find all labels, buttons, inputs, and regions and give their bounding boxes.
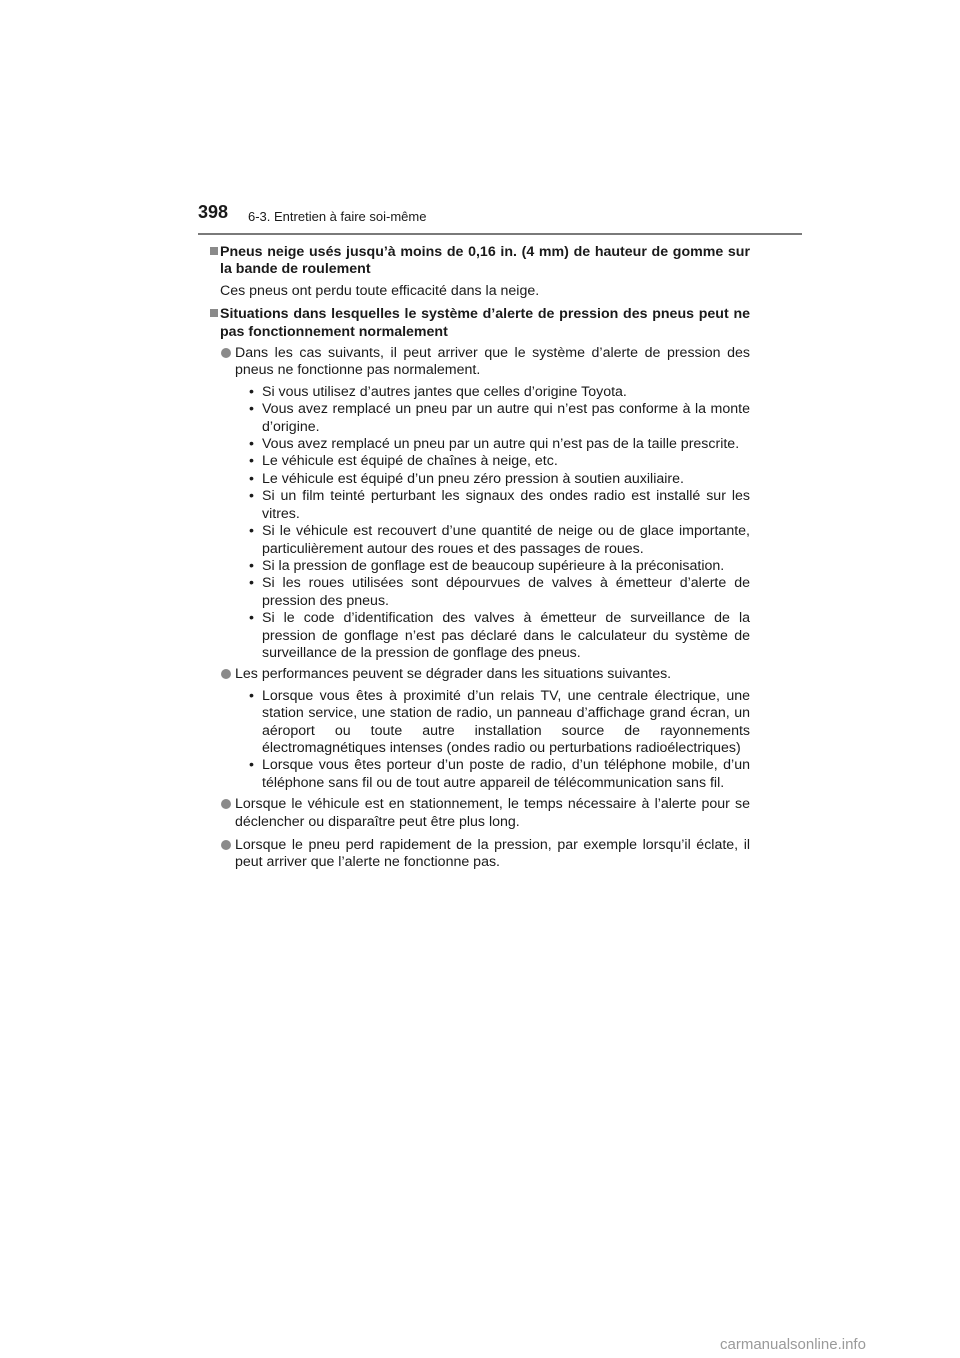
point-text: Lorsque le véhicule est en stationnement, le temps nécessaire à l’alerte pour se déclencher ou disparaître peut être plus long.: [235, 796, 750, 830]
section-body: Ces pneus ont perdu toute efficacité dans la neige.: [220, 282, 540, 299]
list-item: • Vous avez remplacé un pneu par un autre qui n’est pas conforme à la monte d’origine.: [249, 401, 750, 436]
list-item: • Si la pression de gonflage est de beaucoup supérieure à la préconisation.: [249, 558, 750, 575]
circle-bullet-icon: [221, 799, 231, 809]
page-number: 398: [198, 202, 229, 222]
circle-bullet-icon: [221, 348, 231, 358]
section-title: Situations dans lesquelles le système d’alerte de pression des pneus peut ne pas fonctionnement normalement: [220, 306, 750, 340]
point-text: Les performances peuvent se dégrader dans les situations suivantes.: [235, 666, 672, 683]
list-item: • Si un film teinté perturbant les signaux des ondes radio est installé sur les vitres.: [249, 488, 750, 523]
list-item: • Lorsque vous êtes porteur d’un poste de radio, d’un téléphone mobile, d’un téléphone sans fil ou de tout autre appareil de télécommunication sans fil.: [249, 757, 750, 792]
list-item: • Si vous utilisez d’autres jantes que celles d’origine Toyota.: [249, 384, 750, 401]
list-item: [221, 796, 750, 831]
section-title: Pneus neige usés jusqu’à moins de 0,16 in. (4 mm) de hauteur de gomme sur la bande de roulement: [220, 244, 750, 278]
page-header: [198, 200, 802, 236]
square-bullet-icon: [210, 247, 218, 255]
section-snow-tires: [210, 244, 750, 300]
list-item: [221, 345, 750, 380]
list-item: • Le véhicule est équipé d’un pneu zéro pression à soutien auxiliaire.: [249, 471, 750, 488]
square-bullet-icon: [210, 309, 218, 317]
chapter-title: 6-3. Entretien à faire soi-même: [248, 209, 427, 224]
list-item: • Le véhicule est équipé de chaînes à neige, etc.: [249, 453, 750, 470]
point-text: Dans les cas suivants, il peut arriver que le système d’alerte de pression des pneus ne fonctionne pas normalement.: [235, 345, 750, 379]
list-item: • Si le véhicule est recouvert d’une quantité de neige ou de glace importante, particulièrement autour des roues et des passages de roues.: [249, 523, 750, 558]
list-item: • Si le code d’identification des valves à émetteur de surveillance de la pression de gonflage n’est pas déclaré dans le calculateur du système de surveillance de la pression de gonflage des pneus.: [249, 610, 750, 662]
section-tpws-situations: [210, 306, 750, 872]
sub-list: [220, 384, 750, 663]
list-item: [221, 666, 750, 683]
page-content: [210, 244, 750, 872]
list-item: • Vous avez remplacé un pneu par un autre qui n’est pas de la taille prescrite.: [249, 436, 750, 453]
list-item: [221, 837, 750, 872]
point-text: Lorsque le pneu perd rapidement de la pression, par exemple lorsqu’il éclate, il peut arriver que l’alerte ne fonctionne pas.: [235, 837, 750, 871]
list-item: • Si les roues utilisées sont dépourvues de valves à émetteur d’alerte de pression des pneus.: [249, 575, 750, 610]
list-item: • Lorsque vous êtes à proximité d’un relais TV, une centrale électrique, une station service, une station de radio, un panneau d’affichage grand écran, un aéroport ou toute autre installation source de rayonnements électromagnétiques intenses (ondes radio ou perturbations radioélectriques): [249, 688, 750, 758]
sub-list: [220, 688, 750, 792]
header-rule: [198, 233, 802, 235]
watermark: carmanualsonline.info: [720, 1336, 866, 1353]
circle-bullet-icon: [221, 840, 231, 850]
circle-bullet-icon: [221, 669, 231, 679]
